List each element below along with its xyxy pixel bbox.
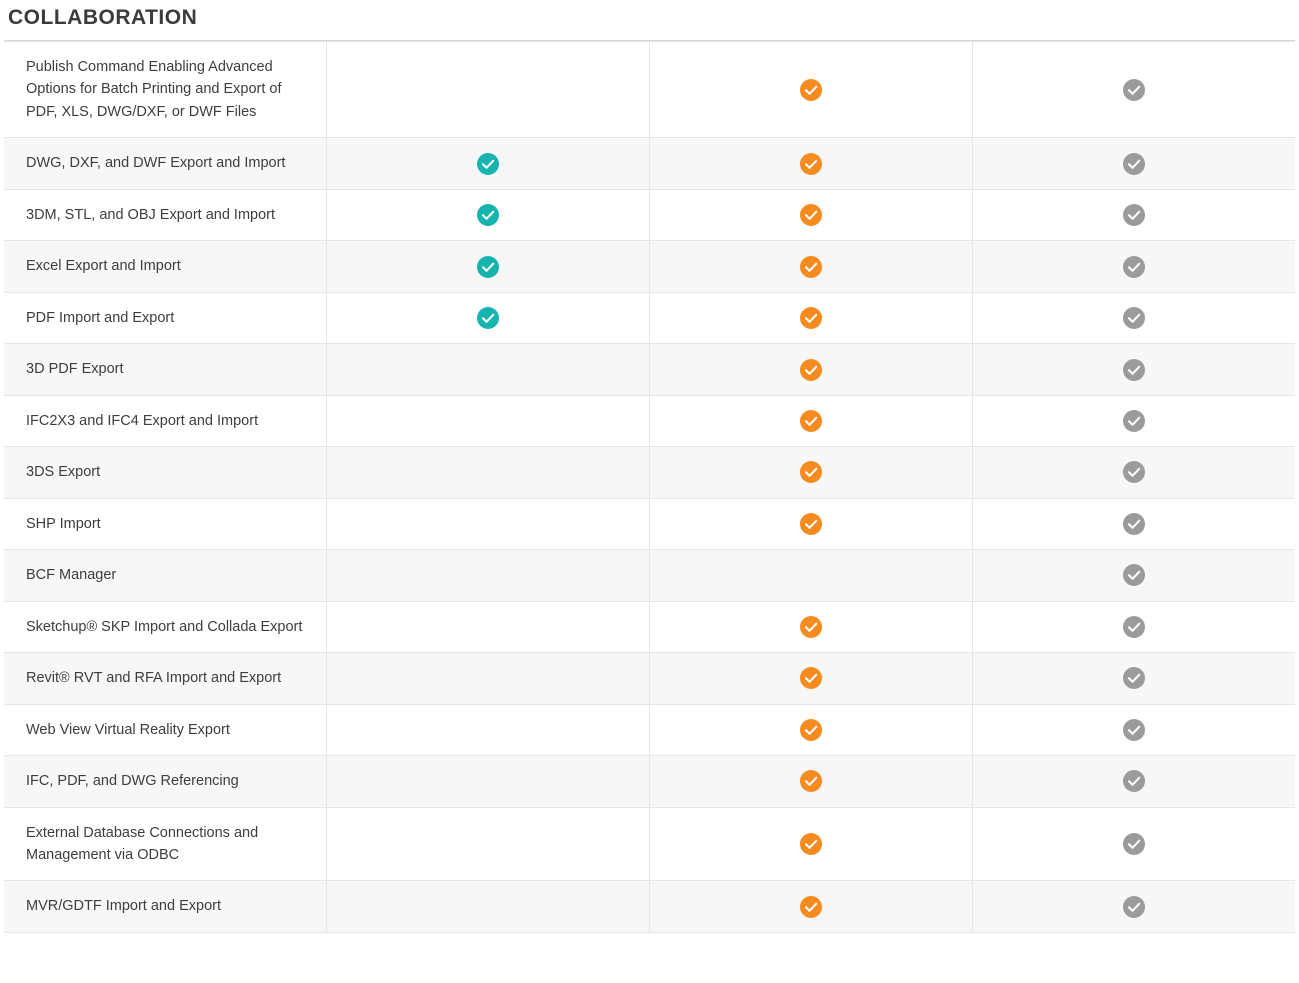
table-row (4, 881, 1295, 932)
cell-col-b (650, 881, 973, 932)
cell-col-b (650, 138, 973, 189)
cell-col-c (972, 241, 1295, 292)
check-circle-icon (800, 461, 822, 483)
empty-cell (477, 893, 499, 915)
table-row (4, 550, 1295, 601)
check-circle-icon (1123, 153, 1145, 175)
table-row (4, 292, 1295, 343)
check-circle-icon (800, 359, 822, 381)
check-circle-icon (800, 770, 822, 792)
check-circle-icon (1123, 79, 1145, 101)
check-circle-icon (800, 256, 822, 278)
check-circle-icon (1123, 204, 1145, 226)
cell-col-b (650, 344, 973, 395)
feature-label: Publish Command Enabling Advanced Options for Batch Printing and Export of PDF, XLS, DWG/DXF, or DWF Files (4, 42, 327, 138)
check-circle-icon (1123, 667, 1145, 689)
feature-label: 3DS Export (4, 447, 327, 498)
cell-col-c (972, 881, 1295, 932)
cell-col-b (650, 189, 973, 240)
check-circle-icon (1123, 307, 1145, 329)
check-circle-icon (1123, 461, 1145, 483)
cell-col-a (327, 807, 650, 881)
check-circle-icon (800, 204, 822, 226)
cell-col-c (972, 42, 1295, 138)
cell-col-b (650, 395, 973, 446)
cell-col-c (972, 138, 1295, 189)
feature-label: 3DM, STL, and OBJ Export and Import (4, 189, 327, 240)
cell-col-a (327, 292, 650, 343)
cell-col-b (650, 42, 973, 138)
check-circle-icon (1123, 770, 1145, 792)
feature-label: SHP Import (4, 498, 327, 549)
check-circle-icon (477, 153, 499, 175)
check-circle-icon (1123, 410, 1145, 432)
table-row (4, 756, 1295, 807)
check-circle-icon (1123, 719, 1145, 741)
table-row (4, 42, 1295, 138)
table-row (4, 653, 1295, 704)
empty-cell (477, 76, 499, 98)
feature-label: DWG, DXF, and DWF Export and Import (4, 138, 327, 189)
cell-col-b (650, 498, 973, 549)
cell-col-b (650, 550, 973, 601)
cell-col-b (650, 807, 973, 881)
feature-label: Revit® RVT and RFA Import and Export (4, 653, 327, 704)
check-circle-icon (477, 307, 499, 329)
table-row (4, 447, 1295, 498)
table-row (4, 138, 1295, 189)
cell-col-c (972, 807, 1295, 881)
check-circle-icon (800, 896, 822, 918)
feature-label: PDF Import and Export (4, 292, 327, 343)
empty-cell (477, 562, 499, 584)
check-circle-icon (1123, 833, 1145, 855)
table-row (4, 704, 1295, 755)
check-circle-icon (1123, 359, 1145, 381)
check-circle-icon (1123, 616, 1145, 638)
cell-col-a (327, 138, 650, 189)
cell-col-c (972, 344, 1295, 395)
check-circle-icon (800, 616, 822, 638)
table-row (4, 189, 1295, 240)
cell-col-c (972, 395, 1295, 446)
feature-label: Web View Virtual Reality Export (4, 704, 327, 755)
empty-cell (477, 407, 499, 429)
table-row (4, 344, 1295, 395)
cell-col-a (327, 447, 650, 498)
check-circle-icon (800, 307, 822, 329)
empty-cell (477, 716, 499, 738)
cell-col-b (650, 704, 973, 755)
cell-col-a (327, 653, 650, 704)
cell-col-b (650, 601, 973, 652)
check-circle-icon (1123, 256, 1145, 278)
feature-label: 3D PDF Export (4, 344, 327, 395)
check-circle-icon (1123, 564, 1145, 586)
check-circle-icon (800, 153, 822, 175)
check-circle-icon (800, 833, 822, 855)
feature-label: Excel Export and Import (4, 241, 327, 292)
table-row (4, 498, 1295, 549)
cell-col-a (327, 550, 650, 601)
cell-col-b (650, 653, 973, 704)
cell-col-a (327, 344, 650, 395)
empty-cell (477, 665, 499, 687)
cell-col-c (972, 189, 1295, 240)
empty-cell (477, 459, 499, 481)
check-circle-icon (1123, 896, 1145, 918)
table-row (4, 601, 1295, 652)
feature-label: IFC2X3 and IFC4 Export and Import (4, 395, 327, 446)
feature-comparison-table (4, 40, 1295, 933)
cell-col-a (327, 704, 650, 755)
empty-cell (477, 768, 499, 790)
empty-cell (800, 562, 822, 584)
check-circle-icon (800, 513, 822, 535)
feature-label: MVR/GDTF Import and Export (4, 881, 327, 932)
check-circle-icon (800, 79, 822, 101)
cell-col-a (327, 42, 650, 138)
check-circle-icon (800, 410, 822, 432)
cell-col-c (972, 550, 1295, 601)
cell-col-a (327, 601, 650, 652)
table-row (4, 395, 1295, 446)
check-circle-icon (800, 667, 822, 689)
cell-col-a (327, 881, 650, 932)
cell-col-a (327, 756, 650, 807)
page-title: COLLABORATION (8, 6, 198, 29)
table-body (4, 41, 1295, 933)
cell-col-c (972, 653, 1295, 704)
check-circle-icon (477, 256, 499, 278)
check-circle-icon (1123, 513, 1145, 535)
check-circle-icon (477, 204, 499, 226)
feature-label: External Database Connections and Management via ODBC (4, 807, 327, 881)
cell-col-c (972, 498, 1295, 549)
cell-col-a (327, 498, 650, 549)
cell-col-b (650, 756, 973, 807)
feature-label: Sketchup® SKP Import and Collada Export (4, 601, 327, 652)
table-row (4, 807, 1295, 881)
cell-col-c (972, 292, 1295, 343)
cell-col-a (327, 395, 650, 446)
cell-col-b (650, 447, 973, 498)
cell-col-c (972, 756, 1295, 807)
empty-cell (477, 510, 499, 532)
cell-col-a (327, 189, 650, 240)
empty-cell (477, 356, 499, 378)
feature-label: IFC, PDF, and DWG Referencing (4, 756, 327, 807)
cell-col-a (327, 241, 650, 292)
cell-col-b (650, 241, 973, 292)
check-circle-icon (800, 719, 822, 741)
cell-col-c (972, 447, 1295, 498)
empty-cell (477, 613, 499, 635)
cell-col-c (972, 601, 1295, 652)
table-row (4, 241, 1295, 292)
empty-cell (477, 830, 499, 852)
cell-col-c (972, 704, 1295, 755)
feature-label: BCF Manager (4, 550, 327, 601)
cell-col-b (650, 292, 973, 343)
